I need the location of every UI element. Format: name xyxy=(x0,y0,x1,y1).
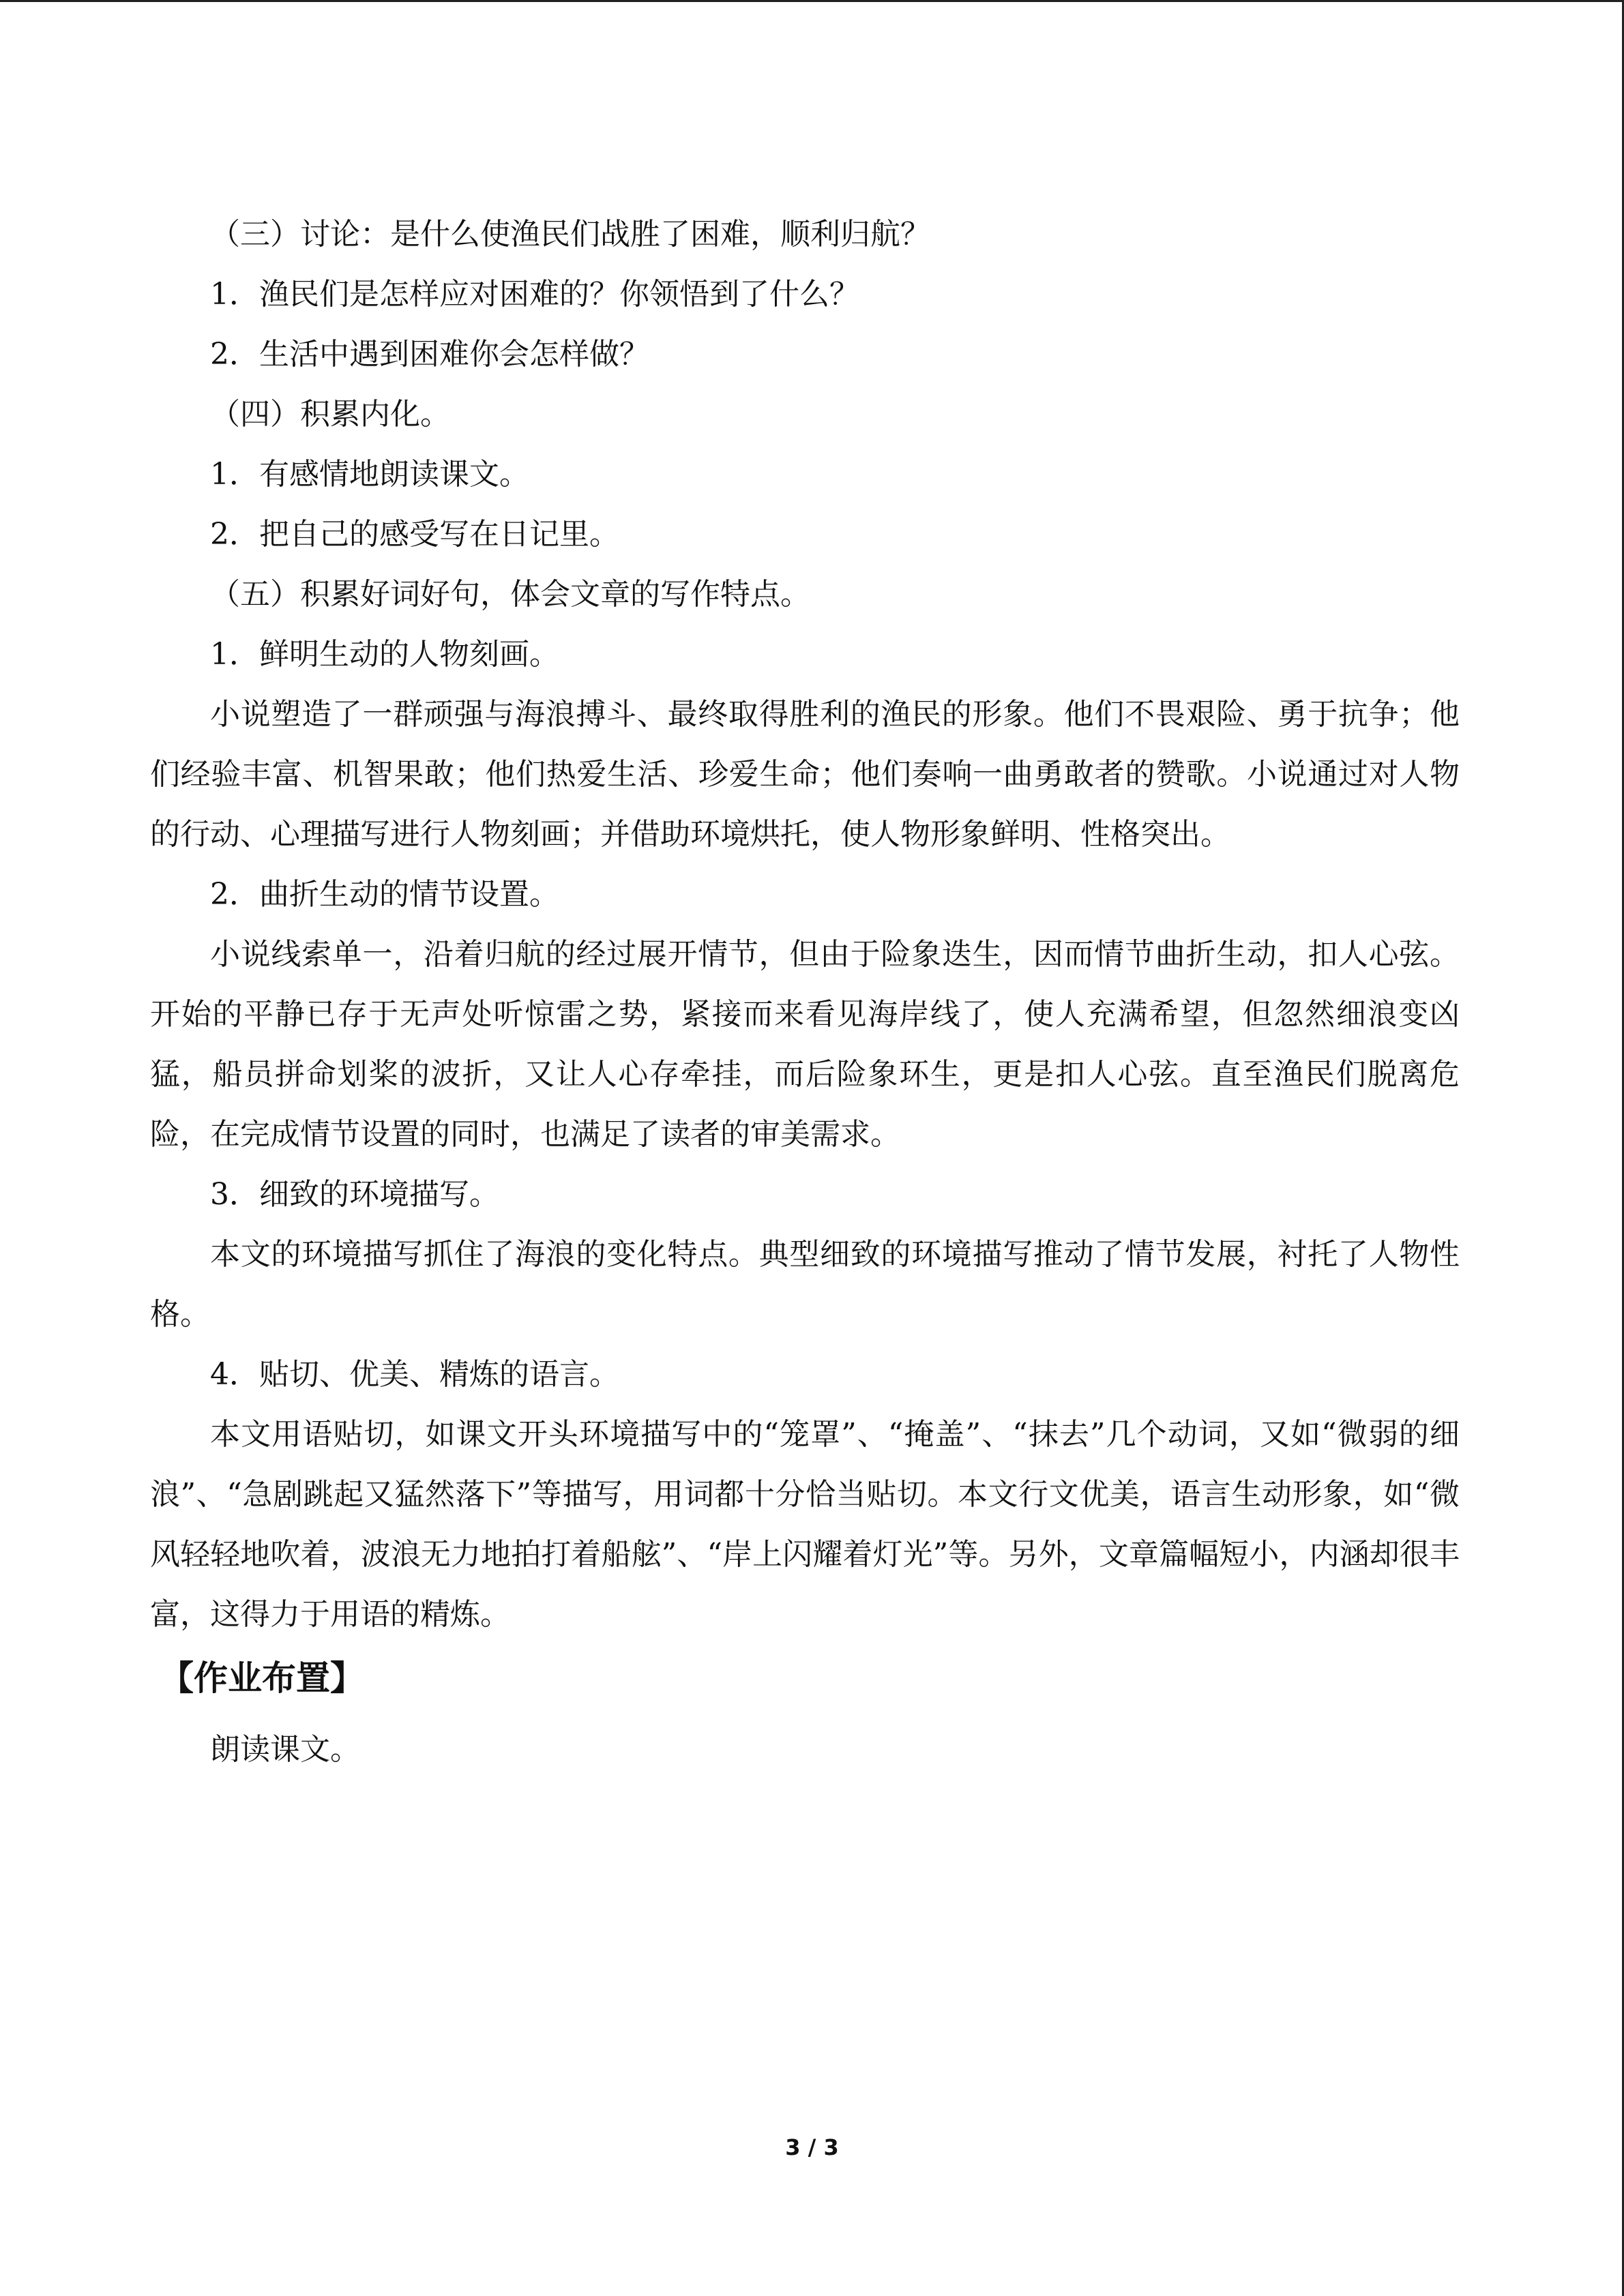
feature-item-1: 1．鲜明生动的人物刻画。 xyxy=(210,637,559,672)
discussion-heading: （三）讨论：是什么使渔民们战胜了困难，顺利归航？ xyxy=(210,217,930,252)
writing-features-heading: （五）积累好词好句，体会文章的写作特点。 xyxy=(210,577,810,612)
feature-paragraph-2: 小说线索单一，沿着归航的经过展开情节，但由于险象迭生，因而情节曲折生动，扣人心弦。开始的平静已存于无声处听惊雷之势，紧接而来看见海岸线了，使人充满希望，但忽然细浪变凶猛，船员拼命划桨的波折，又让人心存牵挂，而后险象环生，更是扣人心弦。直至渔民们脱离危险，在完成情节设置的同时，也满足了读者的审美需求。 xyxy=(150,937,1460,1152)
document-body xyxy=(150,205,1460,1780)
internalize-heading: （四）积累内化。 xyxy=(210,397,450,432)
homework-heading: 【作业布置】 xyxy=(160,1658,364,1698)
feature-item-2: 2．曲折生动的情节设置。 xyxy=(210,877,559,912)
feature-paragraph-1: 小说塑造了一群顽强与海浪搏斗、最终取得胜利的渔民的形象。他们不畏艰险、勇于抗争；他们经验丰富、机智果敢；他们热爱生活、珍爱生命；他们奏响一曲勇敢者的赞歌。小说通过对人物的行动、心理描写进行人物刻画；并借助环境烘托，使人物形象鲜明、性格突出。 xyxy=(150,697,1460,852)
feature-paragraph-3: 本文的环境描写抓住了海浪的变化特点。典型细致的环境描写推动了情节发展，衬托了人物性格。 xyxy=(150,1237,1460,1332)
discussion-question-2: 2．生活中遇到困难你会怎样做？ xyxy=(210,337,649,372)
feature-item-3: 3．细致的环境描写。 xyxy=(210,1177,499,1212)
homework-text: 朗读课文。 xyxy=(210,1732,360,1767)
feature-paragraph-4: 本文用语贴切，如课文开头环境描写中的“笼罩”、“掩盖”、“抹去”几个动词，又如“微弱的细浪”、“急剧跳起又猛然落下”等描写，用词都十分恰当贴切。本文行文优美，语言生动形象，如“微风轻轻地吹着，波浪无力地拍打着船舷”、“岸上闪耀着灯光”等。另外，文章篇幅短小，内涵却很丰富，这得力于用语的精炼。 xyxy=(150,1417,1460,1632)
feature-item-4: 4．贴切、优美、精炼的语言。 xyxy=(210,1357,619,1392)
page-top-border xyxy=(0,0,1623,2)
internalize-item-1: 1．有感情地朗读课文。 xyxy=(210,457,529,492)
page-number: 3 / 3 xyxy=(785,2134,839,2160)
internalize-item-2: 2．把自己的感受写在日记里。 xyxy=(210,517,619,552)
discussion-question-1: 1．渔民们是怎样应对困难的？你领悟到了什么？ xyxy=(210,277,859,312)
